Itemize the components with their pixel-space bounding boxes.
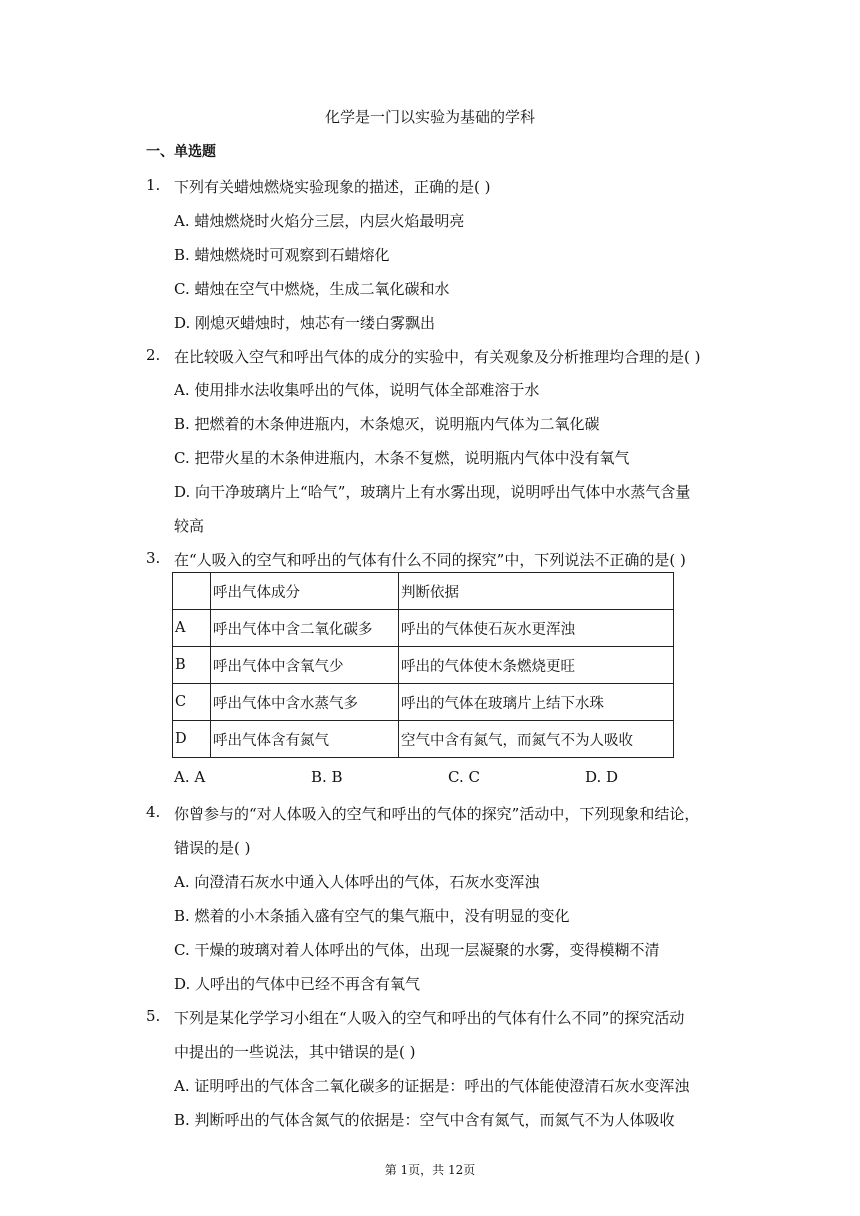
table-header-row [173, 573, 674, 610]
table-cell: 呼出气体中含水蒸气多 [211, 684, 399, 721]
table-cell: A [173, 610, 211, 647]
table-header-cell: 判断依据 [399, 573, 674, 610]
table-header-cell: 呼出气体成分 [211, 573, 399, 610]
page-footer: 第 1页，共 12页 [384, 1163, 476, 1177]
table-row [173, 647, 674, 684]
question-stem-continuation: 错误的是( ) [174, 839, 251, 857]
table-cell: 空气中含有氮气，而氮气不为人吸收 [399, 721, 674, 758]
question-number: 5. [146, 1007, 161, 1025]
option-a: A. 蜡烛燃烧时火焰分三层，内层火焰最明亮 [174, 212, 465, 230]
table-cell: 呼出的气体使木条燃烧更旺 [399, 647, 674, 684]
option-b: B. 把燃着的木条伸进瓶内，木条熄灭，说明瓶内气体为二氧化碳 [174, 415, 600, 433]
page-title: 化学是一门以实验为基础的学科 [324, 108, 535, 126]
option-a: A. 使用排水法收集呼出的气体，说明气体全部难溶于水 [174, 381, 540, 399]
question-stem: 在比较吸入空气和呼出气体的成分的实验中，有关观象及分析推理均合理的是( ) [174, 348, 701, 366]
table-cell: 呼出气体中含氧气少 [211, 647, 399, 684]
question-stem: 下列是某化学学习小组在“人吸入的空气和呼出的气体有什么不同”的探究活动 [174, 1009, 685, 1027]
option-a: A. A [174, 768, 206, 786]
option-c: C. 蜡烛在空气中燃烧，生成二氧化碳和水 [174, 280, 450, 298]
option-c: C. 干燥的玻璃对着人体呼出的气体，出现一层凝聚的水雾，变得模糊不清 [174, 941, 660, 959]
table-cell: 呼出气体中含二氧化碳多 [211, 610, 399, 647]
table-cell: C [173, 684, 211, 721]
option-b: B. 燃着的小木条插入盛有空气的集气瓶中，没有明显的变化 [174, 907, 570, 925]
question-number: 2. [146, 346, 161, 364]
table-cell [173, 573, 211, 610]
table-cell: 呼出的气体在玻璃片上结下水珠 [399, 684, 674, 721]
option-c: C. 把带火星的木条伸进瓶内，木条不复燃，说明瓶内气体中没有氧气 [174, 449, 630, 467]
option-d: D. 刚熄灭蜡烛时，烛芯有一缕白雾飘出 [174, 314, 436, 332]
option-a: A. 向澄清石灰水中通入人体呼出的气体，石灰水变浑浊 [174, 873, 540, 891]
option-c: C. C [448, 768, 480, 786]
table-row [173, 684, 674, 721]
option-a: A. 证明呼出的气体含二氧化碳多的证据是：呼出的气体能使澄清石灰水变浑浊 [174, 1077, 690, 1095]
table-cell: 呼出的气体使石灰水更浑浊 [399, 610, 674, 647]
option-d: D. 向干净玻璃片上“哈气”，玻璃片上有水雾出现，说明呼出气体中水蒸气含量 [174, 483, 691, 501]
question-stem: 下列有关蜡烛燃烧实验现象的描述，正确的是( ) [174, 178, 491, 196]
question-stem: 你曾参与的“对人体吸入的空气和呼出的气体的探究”活动中，下列现象和结论， [174, 805, 700, 823]
option-b: B. 蜡烛燃烧时可观察到石蜡熔化 [174, 246, 390, 264]
table-cell: 呼出气体含有氮气 [211, 721, 399, 758]
section-heading: 一、单选题 [146, 144, 216, 160]
question-number: 1. [146, 176, 161, 194]
table-row [173, 721, 674, 758]
option-d: D. 人呼出的气体中已经不再含有氧气 [174, 975, 421, 993]
option-d-continuation: 较高 [174, 517, 205, 535]
table-row [173, 610, 674, 647]
question-number: 4. [146, 803, 161, 821]
option-b: B. B [311, 768, 343, 786]
table-cell: D [173, 721, 211, 758]
option-b: B. 判断呼出的气体含氮气的依据是：空气中含有氮气，而氮气不为人体吸收 [174, 1111, 675, 1129]
table-cell: B [173, 647, 211, 684]
option-d: D. D [585, 768, 619, 786]
comparison-table [172, 572, 674, 758]
question-stem: 在“人吸入的空气和呼出的气体有什么不同的探究”中，下列说法不正确的是( ) [174, 551, 686, 569]
question-stem-continuation: 中提出的一些说法，其中错误的是( ) [174, 1043, 416, 1061]
question-number: 3. [146, 549, 161, 567]
